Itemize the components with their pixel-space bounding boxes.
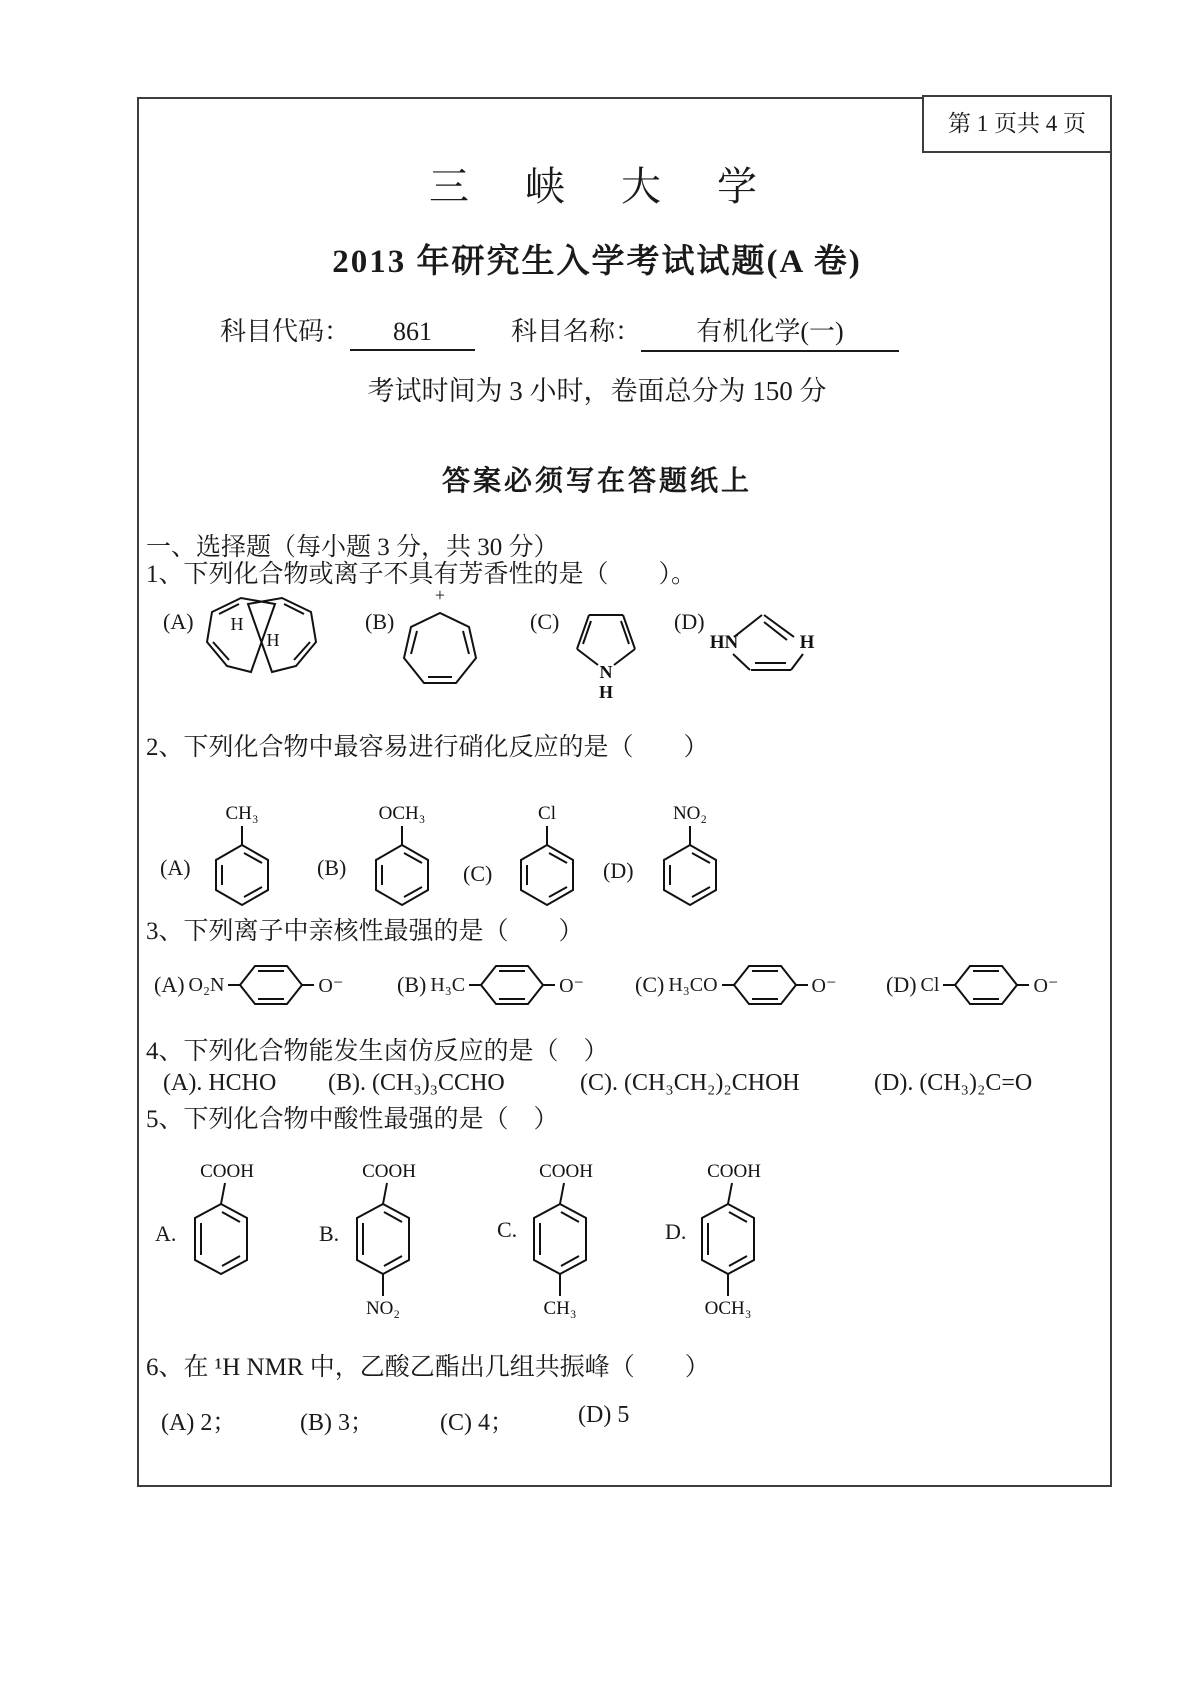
q2-substituent-c: Cl: [538, 803, 556, 824]
q1-structure-d-2h-pyrrole: [707, 604, 822, 678]
q3-structure-c: [635, 961, 837, 1009]
question-1-text: 1、下列化合物或离子不具有芳香性的是（ ）。: [146, 561, 697, 588]
q1-structure-a-annulene: [199, 594, 324, 686]
q1-option-d-label: (D): [674, 609, 705, 634]
q2-option-c-label: (C): [463, 861, 493, 886]
q3-structure-a: [154, 961, 343, 1009]
university-title: 三 峡 大 学: [429, 164, 765, 209]
q3-option-d-label: (D): [886, 972, 917, 997]
q3-left-group-d: Cl: [920, 973, 940, 996]
q5-substituent-c: CH₃: [543, 1298, 577, 1319]
q3-structure-b: [397, 961, 584, 1009]
q5-cooh-b: COOH: [362, 1161, 416, 1182]
benzene-ring-bonds: [521, 826, 573, 905]
q3-phenolate-oxygen-c: O⁻: [811, 974, 837, 997]
q2-option-a-label: (A): [160, 855, 191, 880]
q2-structure-b-anisole: [352, 803, 452, 918]
question-6-text: 6、在 ¹H NMR 中，乙酸乙酯出几组共振峰（ ）: [146, 1354, 710, 1381]
q3-left-group-b: H₃C: [430, 973, 466, 996]
q5-structure-b-nitrobenzoic-acid: [323, 1159, 443, 1319]
q5-option-d-label: D.: [665, 1219, 687, 1244]
q1-option-b-label: (B): [365, 609, 395, 634]
q5-option-a-label: A.: [155, 1221, 177, 1246]
answer-notice: 答案必须写在答题纸上: [441, 466, 752, 497]
q5-option-b-label: B.: [319, 1221, 340, 1246]
subject-line: [220, 311, 899, 352]
q3-structure-d: [886, 961, 1058, 1009]
para-phenylene-ring: [943, 961, 1029, 1009]
pyrrolenine-bonds: [733, 615, 803, 670]
annulene-bonds: [207, 598, 316, 672]
pyrrole-nitrogen: N: [599, 662, 613, 682]
q3-option-a-label: (A): [154, 972, 185, 997]
q1-structure-c-pyrrole: [574, 599, 638, 701]
q2-option-d-label: (D): [603, 858, 634, 883]
benzene-ring-bonds: [664, 826, 716, 905]
q5-structure-a-benzoic-acid: [161, 1159, 281, 1319]
question-4-text: 4、下列化合物能发生卤仿反应的是（ ）: [146, 1038, 609, 1065]
q5-structure-d-anisic-acid: [668, 1159, 788, 1319]
q5-cooh-c: COOH: [539, 1161, 593, 1182]
q6-option-c: (C) 4；: [440, 1410, 514, 1436]
pyrrole-nh-hydrogen: H: [598, 682, 614, 702]
q1-option-c-label: (C): [530, 609, 560, 634]
q3-phenolate-oxygen-b: O⁻: [559, 974, 585, 997]
q2-substituent-b: OCH₃: [378, 803, 426, 824]
tropylium-bonds: [404, 613, 476, 683]
q2-structure-d-nitrobenzene: [640, 803, 740, 918]
q3-phenolate-oxygen-a: O⁻: [318, 974, 344, 997]
pyrrolenine-ch-hydrogen: H: [799, 632, 815, 653]
q5-substituent-d: OCH₃: [704, 1298, 752, 1319]
pyrrolenine-hn: HN: [709, 632, 739, 653]
page-frame: [137, 97, 1112, 1487]
q4-option-a: (A). HCHO: [163, 1070, 277, 1096]
q5-cooh-d: COOH: [707, 1161, 761, 1182]
benzene-ring-bonds: [216, 826, 268, 905]
para-phenylene-ring: [722, 961, 808, 1009]
tropylium-positive-charge: +: [434, 585, 446, 605]
q2-structure-a-toluene: [192, 803, 292, 918]
q6-option-b: (B) 3；: [300, 1410, 374, 1436]
q2-substituent-d: NO₂: [672, 803, 708, 824]
exam-duration-line: 考试时间为 3 小时，卷面总分为 150 分: [367, 376, 827, 406]
q6-option-d: (D) 5: [578, 1402, 630, 1428]
q3-left-group-a: O₂N: [188, 973, 225, 996]
q4-option-b: (B). (CH₃)₃CCHO: [328, 1070, 505, 1096]
q2-option-b-label: (B): [317, 855, 347, 880]
q4-option-c: (C). (CH₃CH₂)₂CHOH: [580, 1070, 800, 1096]
question-3-text: 3、下列离子中亲核性最强的是（ ）: [146, 918, 584, 945]
exam-title: 2013 年研究生入学考试试题(A 卷): [332, 244, 862, 280]
q2-structure-c-chlorobenzene: [497, 803, 597, 918]
q1-structure-b-tropylium: [400, 587, 480, 697]
subject-code-value: 861: [350, 317, 475, 351]
q5-cooh-a: COOH: [200, 1161, 254, 1182]
q3-left-group-c: H₃CO: [668, 973, 718, 996]
subject-name-label: 科目名称：: [511, 317, 642, 346]
q5-structure-c-toluic-acid: [500, 1159, 620, 1319]
q4-option-d: (D). (CH₃)₂C=O: [874, 1070, 1033, 1096]
page-number-box: [922, 95, 1112, 153]
q6-option-a: (A) 2；: [161, 1410, 237, 1436]
q3-phenolate-oxygen-d: O⁻: [1033, 974, 1059, 997]
section-1-title: 一、选择题（每小题 3 分，共 30 分）: [146, 534, 559, 561]
para-phenylene-ring: [228, 961, 314, 1009]
annulene-h-left: H: [230, 614, 244, 634]
page-number-label: 第 1 页共 4 页: [948, 111, 1086, 136]
q2-substituent-a: CH₃: [225, 803, 259, 824]
q5-substituent-b: NO₂: [365, 1298, 401, 1319]
annulene-h-right: H: [266, 630, 280, 650]
question-2-text: 2、下列化合物中最容易进行硝化反应的是（ ）: [146, 734, 709, 761]
benzene-ring-bonds: [376, 826, 428, 905]
question-5-text: 5、下列化合物中酸性最强的是（ ）: [146, 1106, 559, 1133]
q1-option-a-label: (A): [163, 609, 194, 634]
subject-name-value: 有机化学(一): [641, 311, 899, 352]
q3-option-c-label: (C): [635, 972, 665, 997]
pyrrole-bonds: [577, 615, 635, 665]
q5-option-c-label: C.: [497, 1217, 518, 1242]
q3-option-b-label: (B): [397, 972, 427, 997]
para-phenylene-ring: [469, 961, 555, 1009]
subject-code-label: 科目代码：: [220, 317, 351, 346]
